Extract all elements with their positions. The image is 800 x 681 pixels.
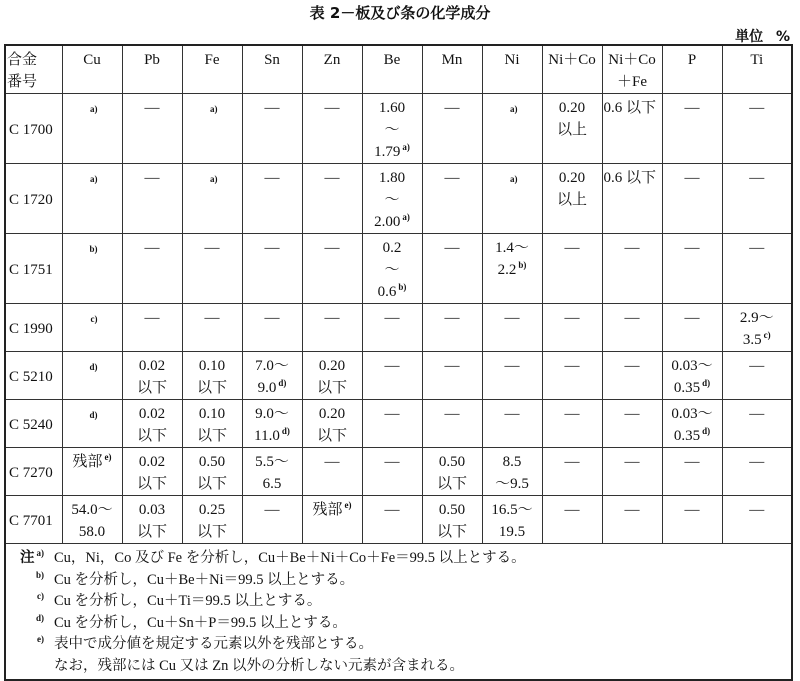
table-cell [542,164,602,234]
table-cell [62,304,122,352]
footnote-ref: b) [518,260,527,270]
cell-value: — [684,100,700,116]
table-cell [182,94,242,164]
cell-value: — [749,454,765,470]
table-cell [422,496,482,544]
table-cell [362,234,422,304]
table-cell [602,94,662,164]
table-cell [122,234,182,304]
table-cell [122,400,182,448]
cell-value: — [504,310,520,326]
footnote-text: Cu を分析し，Cu＋Ti＝99.5 以上とする。 [54,593,322,609]
table-cell [362,304,422,352]
table-cell [662,234,722,304]
cell-value: 0.2 ～ 0.6 [377,240,402,300]
table-cell [602,234,662,304]
table-row [5,164,792,234]
table-cell [482,234,542,304]
table-cell [182,304,242,352]
cell-value: — [264,310,280,326]
cell-value: — [444,240,460,256]
footnote-ref: a) [402,142,410,152]
table-title: 表 2－板及び条の化学成分 [309,4,491,22]
table-row [5,234,792,304]
table-cell [422,234,482,304]
cell-value: — [564,240,580,256]
cell-value: — [749,240,765,256]
table-cell [662,164,722,234]
table-cell [362,94,422,164]
column-header: Ni＋Co [542,45,602,94]
column-header: Ni [482,45,542,94]
cell-value: 0.20 以上 [556,100,587,138]
table-cell [242,496,302,544]
footnote [12,570,785,592]
table-cell [302,496,362,544]
table-row [5,448,792,496]
footnote-text: Cu を分析し，Cu＋Be＋Ni＝99.5 以上とする。 [54,571,355,588]
footnote-ref: a) [402,212,410,222]
cell-value: 0.20 以下 [316,406,347,444]
alloy-code: C 1990 [5,304,62,352]
table-cell [62,400,122,448]
cell-value: 0.10 以下 [196,358,227,396]
column-header: Zn [302,45,362,94]
cell-value: 0.03～ 0.35 [671,406,713,444]
cell-value: — [444,170,460,186]
column-header: P [662,45,722,94]
cell-value: — [324,454,340,470]
footnote-ref: a) [90,104,98,114]
table-cell [602,304,662,352]
table-cell [182,400,242,448]
footnote-text: Cu，Ni，Co 及び Fe を分析し，Cu＋Be＋Ni＋Co＋Fe＝99.5 以上とする。 [54,550,526,566]
cell-value: — [749,358,765,374]
cell-value: — [444,358,460,374]
column-header: Sn [242,45,302,94]
table-cell [362,448,422,496]
cell-value: — [749,100,765,116]
cell-value: — [684,454,700,470]
table-cell [62,496,122,544]
table-cell [542,496,602,544]
cell-value: — [684,170,700,186]
column-header: Ti [722,45,792,94]
cell-value: 0.02 以下 [136,454,167,492]
table-cell [242,94,302,164]
table-cell [62,448,122,496]
table-cell [722,448,792,496]
cell-value: — [144,240,160,256]
table-cell [422,304,482,352]
table-cell [422,164,482,234]
alloy-code: C 1720 [5,164,62,234]
footnote-text: 表中で成分値を規定する元素以外を残部とする。 [54,636,373,652]
table-cell [362,400,422,448]
cell-value: — [564,358,580,374]
cell-value: — [624,310,640,326]
footnote-label [12,634,54,656]
alloy-code: C 1700 [5,94,62,164]
cell-value: — [384,502,400,518]
cell-value: — [564,406,580,422]
footnote-label [12,548,54,570]
footnote-text: Cu を分析し，Cu＋Sn＋P＝99.5 以上とする。 [54,614,347,631]
cell-value: — [204,240,220,256]
cell-value: 0.20 以下 [316,358,347,396]
table-cell [122,164,182,234]
table-cell [722,400,792,448]
table-cell [62,234,122,304]
cell-value: — [624,502,640,518]
cell-value: 0.03～ 0.35 [671,358,713,396]
cell-value: — [504,406,520,422]
table-cell [302,448,362,496]
table-cell [362,496,422,544]
cell-value: — [564,310,580,326]
table-cell [182,448,242,496]
table-row [5,94,792,164]
table-cell [182,234,242,304]
cell-value: — [749,502,765,518]
cell-value: 0.50 以下 [196,454,227,492]
table-cell [122,304,182,352]
table-row [5,352,792,400]
unit-label: 単位 % [735,29,790,45]
cell-value: — [444,310,460,326]
footnote-mark: b) [35,569,44,580]
table-cell [602,448,662,496]
footnote-ref: c) [763,330,771,340]
table-cell [242,352,302,400]
table-cell [422,448,482,496]
table-cell [62,94,122,164]
table-cell [62,164,122,234]
cell-value: — [324,170,340,186]
alloy-code: C 5210 [5,352,62,400]
footnote-mark: c) [37,591,44,601]
footnote-ref: d) [702,378,711,388]
cell-value: — [564,454,580,470]
column-header: Ni＋Co ＋Fe [602,45,662,94]
table-cell [62,352,122,400]
table-cell [482,164,542,234]
table-cell [722,352,792,400]
cell-value: — [264,240,280,256]
cell-value: — [624,358,640,374]
table-cell [302,94,362,164]
cell-value: 0.02 以下 [136,406,167,444]
cell-value: — [384,310,400,326]
cell-value: 8.5 ～9.5 [495,454,529,492]
footnote-ref: b) [398,282,407,292]
footnote-ref: b) [89,244,98,254]
table-cell [182,164,242,234]
table-cell [422,94,482,164]
table-cell [482,448,542,496]
table-cell [722,496,792,544]
cell-value: — [504,358,520,374]
table-cell [362,352,422,400]
footnote-ref: a) [510,174,518,184]
table-cell [602,164,662,234]
table-cell [602,496,662,544]
cell-value: — [749,170,765,186]
header-row [5,45,792,94]
cell-value: 1.80 ～ 2.00 [374,170,406,230]
column-header: Pb [122,45,182,94]
table-row [5,496,792,544]
table-cell [362,164,422,234]
table-cell [242,448,302,496]
cell-value: — [444,100,460,116]
cell-value: 2.9～ 3.5 [739,310,774,348]
table-cell [662,94,722,164]
footnote-mark: d) [35,612,44,623]
footnote-ref: e) [344,500,352,510]
table-cell [542,304,602,352]
table-cell [602,352,662,400]
table-cell [662,304,722,352]
table-cell [302,234,362,304]
table-cell [122,94,182,164]
cell-value: — [264,100,280,116]
cell-value: 0.6 以下 [603,170,657,186]
cell-value: — [324,240,340,256]
table-cell [302,304,362,352]
notes-row [5,544,792,681]
cell-value: 0.25 以下 [196,502,227,540]
cell-value: — [144,170,160,186]
cell-value: — [204,310,220,326]
footnote-ref: a) [510,104,518,114]
table-cell [122,448,182,496]
footnote [12,634,785,656]
footnote [12,548,785,570]
footnote-label [12,613,54,635]
cell-value: 0.10 以下 [196,406,227,444]
table-cell [422,400,482,448]
cell-value: 0.6 以下 [603,100,657,116]
cell-value: — [684,502,700,518]
cell-value: — [144,100,160,116]
cell-value: — [444,406,460,422]
cell-value: — [624,240,640,256]
table-cell [182,352,242,400]
table-cell [662,448,722,496]
table-cell [182,496,242,544]
cell-value: 16.5～ 19.5 [491,502,533,540]
cell-value: 0.03 以下 [136,502,167,540]
footnote-ref: d) [278,378,287,388]
footnote-ref: c) [90,314,98,324]
footnote-ref: a) [210,174,218,184]
table-cell [722,94,792,164]
table-cell [542,94,602,164]
table-cell [122,352,182,400]
chemical-composition-table [4,44,793,681]
table-cell [722,164,792,234]
cell-value: — [564,502,580,518]
table-cell [482,304,542,352]
cell-value: — [264,170,280,186]
cell-value: 0.02 以下 [136,358,167,396]
table-cell [542,400,602,448]
footnote-continuation: なお，残部には Cu 又は Zn 以外の分析しない元素が含まれる。 [54,657,465,674]
footnote-ref: d) [281,426,290,436]
notes-prefix: 注 [20,550,35,566]
cell-value: — [264,502,280,518]
alloy-code: C 7270 [5,448,62,496]
table-cell [602,400,662,448]
cell-value: 0.20 以上 [556,170,587,208]
table-cell [122,496,182,544]
cell-value: 54.0～ 58.0 [71,502,113,540]
table-cell [662,400,722,448]
cell-value: 1.4～ 2.2 [495,240,529,278]
footnote-mark: e) [37,634,44,644]
table-cell [482,496,542,544]
table-cell [662,496,722,544]
table-cell [482,400,542,448]
alloy-code: C 7701 [5,496,62,544]
cell-value: 5.5～ 6.5 [255,454,289,492]
footnote-ref: d) [89,362,98,372]
column-header: Mn [422,45,482,94]
cell-value: 残部 [72,454,103,470]
footnote-mark: a) [36,548,44,558]
footnote [12,591,785,613]
footnote [12,613,785,635]
table-cell [482,94,542,164]
table-cell [242,400,302,448]
footnote-ref: e) [104,452,112,462]
alloy-code: C 5240 [5,400,62,448]
cell-value: — [749,406,765,422]
cell-value: — [624,406,640,422]
cell-value: — [324,310,340,326]
footnote-label [12,591,54,613]
table-cell [722,304,792,352]
cell-value: — [624,454,640,470]
footnote-ref: a) [90,174,98,184]
table-row [5,400,792,448]
cell-value: — [684,240,700,256]
table-cell [722,234,792,304]
table-cell [482,352,542,400]
cell-value: — [684,310,700,326]
cell-value: 9.0～ 11.0 [254,406,289,444]
cell-value: — [324,100,340,116]
alloy-code: C 1751 [5,234,62,304]
cell-value: 7.0～ 9.0 [255,358,289,396]
table-cell [422,352,482,400]
cell-value: — [384,454,400,470]
column-header: Cu [62,45,122,94]
cell-value: 0.50 以下 [436,502,467,540]
table-row [5,304,792,352]
table-cell [542,448,602,496]
column-header: 合金 番号 [5,45,62,94]
table-cell [242,164,302,234]
cell-value: 1.60 ～ 1.79 [374,100,406,160]
table-cell [302,164,362,234]
table-cell [542,352,602,400]
table-cell [302,352,362,400]
cell-value: 残部 [312,502,343,518]
cell-value: 0.50 以下 [436,454,467,492]
table-cell [302,400,362,448]
table-cell [662,352,722,400]
footnote-ref: a) [210,104,218,114]
table-cell [242,304,302,352]
table-cell [542,234,602,304]
footnote-label [12,570,54,592]
table-cell [242,234,302,304]
cell-value: — [384,406,400,422]
cell-value: — [384,358,400,374]
cell-value: — [144,310,160,326]
footnote-ref: d) [89,410,98,420]
column-header: Be [362,45,422,94]
notes [5,544,792,681]
footnote-ref: d) [702,426,711,436]
column-header: Fe [182,45,242,94]
